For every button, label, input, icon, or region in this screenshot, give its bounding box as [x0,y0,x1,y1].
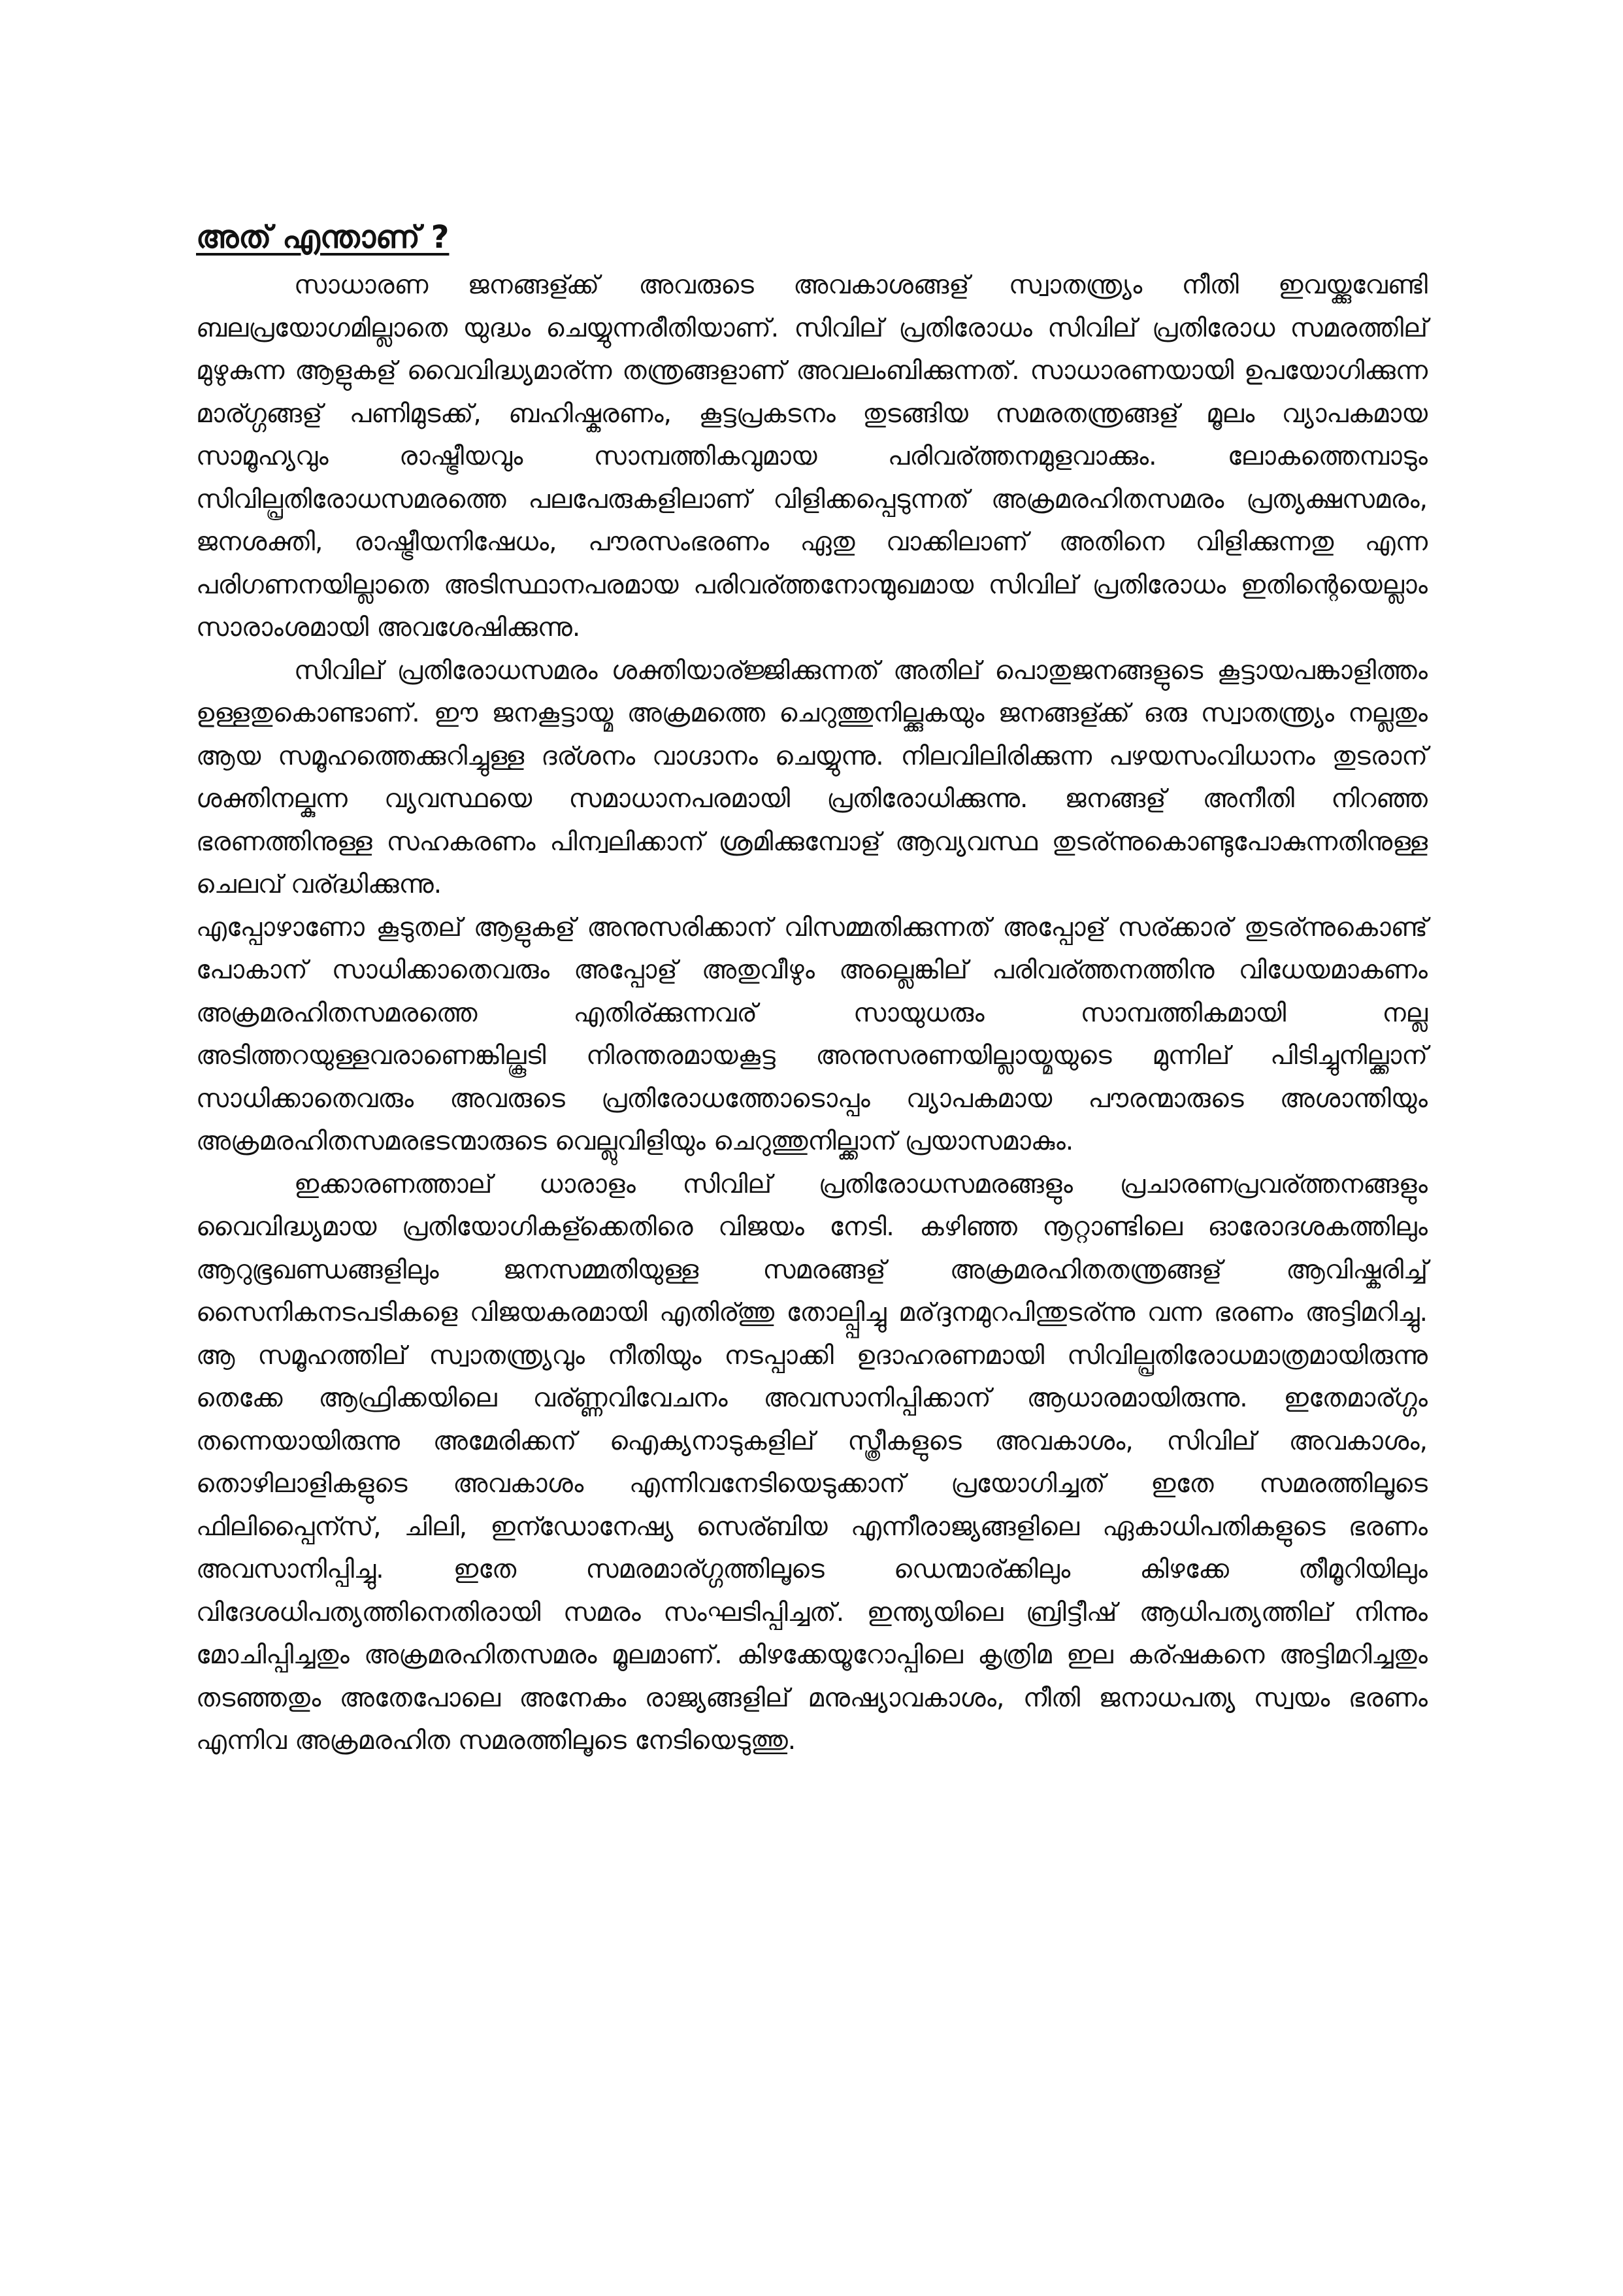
paragraph-2: സിവില് പ്രതിരോധസമരം ശക്തിയാര്ജ്ജിക്കുന്നത് അതില് പൊതുജനങ്ങളുടെ കൂട്ടായപങ്കാളിത്തം ഉള്ളതുകൊണ്ടാണ്. ഈ ജനകൂട്ടായ്മ അക്രമത്തെ ചെറുത്തുനില്ക്കുകയും ജനങ്ങള്ക്ക് ഒരു സ്വാതന്ത്ര്യം നല്ലതും ആയ സമൂഹത്തെക്കുറിച്ചുള്ള ദര്ശനം വാഗ്ദാനം ചെയ്യുന്നു. നിലവിലിരിക്കുന്ന പഴയസംവിധാനം തുടരാന് ശക്തിനല്കുന്ന വ്യവസ്ഥയെ സമാധാനപരമായി പ്രതിരോധിക്കുന്നു. ജനങ്ങള് അനീതി നിറഞ്ഞ ഭരണത്തിനുള്ള സഹകരണം പിന്വലിക്കാന് ശ്രമിക്കുമ്പോള് ആവ്യവസ്ഥ തുടര്ന്നുകൊണ്ടുപോകുന്നതിനുള്ള ചെലവ് വര്ദ്ധിക്കുന്നു. [196,656,1428,899]
paragraph-4: ഇക്കാരണത്താല് ധാരാളം സിവില് പ്രതിരോധസമരങ്ങളും പ്രചാരണപ്രവര്ത്തനങ്ങളും വൈവിദ്ധ്യമായ പ്രതിയോഗികള്ക്കെതിരെ വിജയം നേടി. കഴിഞ്ഞ നൂറ്റാണ്ടിലെ ഓരോദശകത്തിലും ആറുഭൂഖണ്ഡങ്ങളിലും ജനസമ്മതിയുള്ള സമരങ്ങള് അക്രമരഹിതതന്ത്രങ്ങള് ആവിഷ്കരിച്ച് സൈനികനടപടികളെ വിജയകരമായി എതിര്ത്തു തോല്പ്പിച്ചു മര്ദ്ദനമുറപിന്തുടര്ന്നു വന്ന ഭരണം അട്ടിമറിച്ചു. ആ സമൂഹത്തില് സ്വാതന്ത്ര്യവും നീതിയും നടപ്പാക്കി ഉദാഹരണമായി സിവില്പ്രതിരോധമാത്രമായിരുന്നു തെക്കേ ആഫ്രിക്കയിലെ വര്ണ്ണവിവേചനം അവസാനിപ്പിക്കാന് ആധാരമായിരുന്നു. ഇതേമാര്ഗ്ഗം തന്നെയായിരുന്നു അമേരിക്കന് ഐക്യനാടുകളില് സ്ത്രീകളുടെ അവകാശം, സിവില് അവകാശം, തൊഴിലാളികളുടെ അവകാശം എന്നിവനേടിയെടുക്കാന് പ്രയോഗിച്ചത് ഇതേ സമരത്തിലൂടെ ഫിലിപ്പൈന്സ്, ചിലി, ഇന്ഡോനേഷ്യ സെര്ബിയ എന്നീരാജ്യങ്ങളിലെ ഏകാധിപതികളുടെ ഭരണം അവസാനിപ്പിച്ചു. ഇതേ സമരമാര്ഗ്ഗത്തിലൂടെ ഡെന്മാര്ക്കിലും കിഴക്കേ തീമൂറിയിലും വിദേശധിപത്യത്തിനെതിരായി സമരം സംഘടിപ്പിച്ചത്. ഇന്ത്യയിലെ ബ്രിട്ടീഷ് ആധിപത്യത്തില് നിന്നും മോചിപ്പിച്ചതും അക്രമരഹിതസമരം മൂലമാണ്. കിഴക്കേയൂറോപ്പിലെ കൃത്രിമ ഇല കര്ഷകനെ അട്ടിമറിച്ചതും തടഞ്ഞതും അതേപോലെ അനേകം രാജ്യങ്ങളില് മനുഷ്യാവകാശം, നീതി ജനാധപത്യ സ്വയം ഭരണം എന്നിവ അക്രമരഹിത സമരത്തിലൂടെ നേടിയെടുത്തു. [196,1169,1428,1755]
section-heading: അത് എന്താണ് ? [196,219,450,256]
document-body [196,216,1428,1763]
paragraph-3: എപ്പോഴാണോ കൂടുതല് ആളുകള് അനുസരിക്കാന് വിസമ്മതിക്കുന്നത് അപ്പോള് സര്ക്കാര് തുടര്ന്നുകൊണ്ട് പോകാന് സാധിക്കാതെവരും അപ്പോള് അതുവീഴും അല്ലെങ്കില് പരിവര്ത്തനത്തിനു വിധേയമാകണം അക്രമരഹിതസമരത്തെ എതിര്ക്കുന്നവര് സായുധരും സാമ്പത്തികമായി നല്ല അടിത്തറയുള്ളവരാണെങ്കില്കൂടി നിരന്തരമായകൂട്ട അനുസരണയില്ലായ്മയുടെ മുന്നില് പിടിച്ചുനില്ക്കാന് സാധിക്കാതെവരും അവരുടെ പ്രതിരോധത്തോടൊപ്പം വ്യാപകമായ പൗരന്മാരുടെ അശാന്തിയും അക്രമരഹിതസമരഭടന്മാരുടെ വെല്ലുവിളിയും ചെറുത്തുനില്ക്കാന് പ്രയാസമാകും. [196,912,1428,1156]
paragraph-1: സാധാരണ ജനങ്ങള്ക്ക് അവരുടെ അവകാശങ്ങള് സ്വാതന്ത്ര്യം നീതി ഇവയ്ക്കുവേണ്ടി ബലപ്രയോഗമില്ലാതെ യുദ്ധം ചെയ്യുന്നരീതിയാണ്. സിവില് പ്രതിരോധം സിവില് പ്രതിരോധ സമരത്തില് മുഴുകുന്ന ആളുകള് വൈവിദ്ധ്യമാര്ന്ന തന്ത്രങ്ങളാണ് അവലംബിക്കുന്നത്. സാധാരണയായി ഉപയോഗിക്കുന്ന മാര്ഗ്ഗങ്ങള് പണിമുടക്ക്, ബഹിഷ്കരണം, കൂട്ടപ്രകടനം തുടങ്ങിയ സമരതന്ത്രങ്ങള് മൂലം വ്യാപകമായ സാമൂഹ്യവും രാഷ്ട്രീയവും സാമ്പത്തികവുമായ പരിവര്ത്തനമുളവാക്കും. ലോകത്തെമ്പാടും സിവില്പ്രതിരോധസമരത്തെ പലപേരുകളിലാണ് വിളിക്കപ്പെടുന്നത് അക്രമരഹിതസമരം പ്രത്യക്ഷസമരം, ജനശക്തി, രാഷ്ട്രീയനിഷേധം, പൗരസംഭരണം ഏതു വാക്കിലാണ് അതിനെ വിളിക്കുന്നതു എന്ന പരിഗണനയില്ലാതെ അടിസ്ഥാനപരമായ പരിവര്ത്തനോന്മുഖമായ സിവില് പ്രതിരോധം ഇതിന്റെയെല്ലാം സാരാംശമായി അവശേഷിക്കുന്നു. [196,271,1428,642]
